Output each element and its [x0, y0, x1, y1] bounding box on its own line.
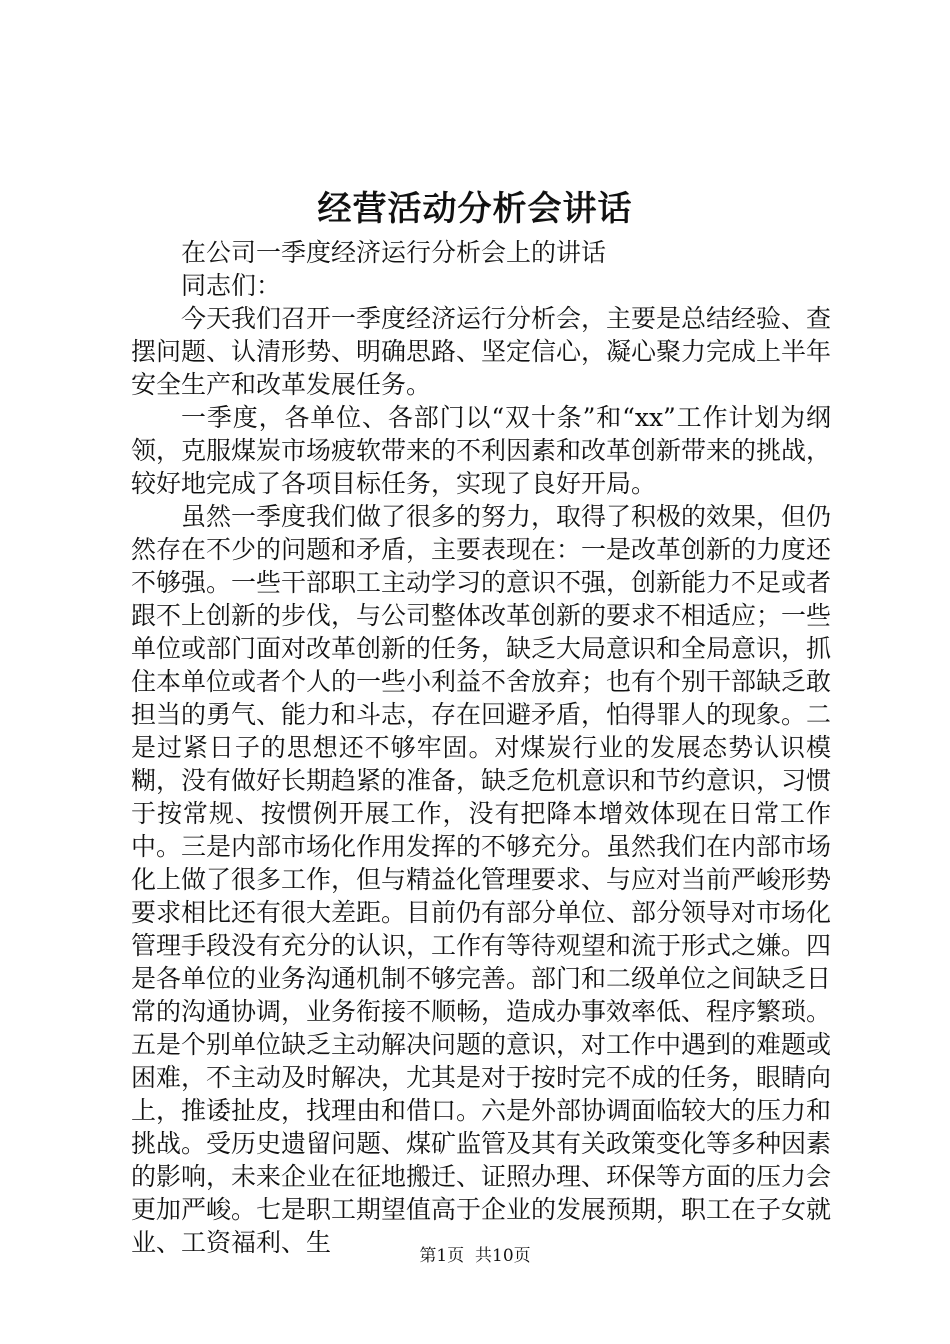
page-total: 共10页 — [475, 1246, 531, 1266]
salutation: 同志们： — [181, 271, 282, 300]
speech-heading-line: 在公司一季度经济运行分析会上的讲话 — [181, 238, 607, 267]
document-title: 经营活动分析会讲话 — [317, 189, 633, 229]
body-paragraph: 一季度，各单位、各部门以“双十条”和“xx”工作计划为纲领，克服煤炭市场疲软带来的不利因素和改革创新带来的挑战，较好地完成了各项目标任务，实现了良好开局。 — [131, 403, 832, 498]
body-paragraph: 今天我们召开一季度经济运行分析会，主要是总结经验、查摆问题、认清形势、明确思路、坚定信心，凝心聚力完成上半年安全生产和改革发展任务。 — [131, 304, 832, 399]
page-footer — [0, 1244, 950, 1268]
body-paragraph: 虽然一季度我们做了很多的努力，取得了积极的效果，但仍然存在不少的问题和矛盾，主要表现在：一是改革创新的力度还不够强。一些干部职工主动学习的意识不强，创新能力不足或者跟不上创新的步伐，与公司整体改革创新的要求不相适应；一些单位或部门面对改革创新的任务，缺乏大局意识和全局意识，抓住本单位或者个人的一些小利益不舍放弃；也有个别干部缺乏敢担当的勇气、能力和斗志，存在回避矛盾，怕得罪人的现象。二是过紧日子的思想还不够牢固。对煤炭行业的发展态势认识模糊，没有做好长期趋紧的准备，缺乏危机意识和节约意识，习惯于按常规、按惯例开展工作，没有把降本增效体现在日常工作中。三是内部市场化作用发挥的不够充分。虽然我们在内部市场化上做了很多工作，但与精益化管理要求、与应对当前严峻形势要求相比还有很大差距。目前仍有部分单位、部分领导对市场化管理手段没有充分的认识，工作有等待观望和流于形式之嫌。四是各单位的业务沟通机制不够完善。部门和二级单位之间缺乏日常的沟通协调，业务衔接不顺畅，造成办事效率低、程序繁琐。五是个别单位缺乏主动解决问题的意识，对工作中遇到的难题或困难，不主动及时解决，尤其是对于按时完不成的任务，眼睛向上，推诿扯皮，找理由和借口。六是外部协调面临较大的压力和挑战。受历史遗留问题、煤矿监管及其有关政策变化等多种因素的影响，未来企业在征地搬迁、证照办理、环保等方面的压力会更加严峻。七是职工期望值高于企业的发展预期，职工在子女就业、工资福利、生 — [131, 502, 832, 1257]
page-number: 第1页 — [419, 1246, 465, 1266]
document-body — [131, 236, 831, 1259]
